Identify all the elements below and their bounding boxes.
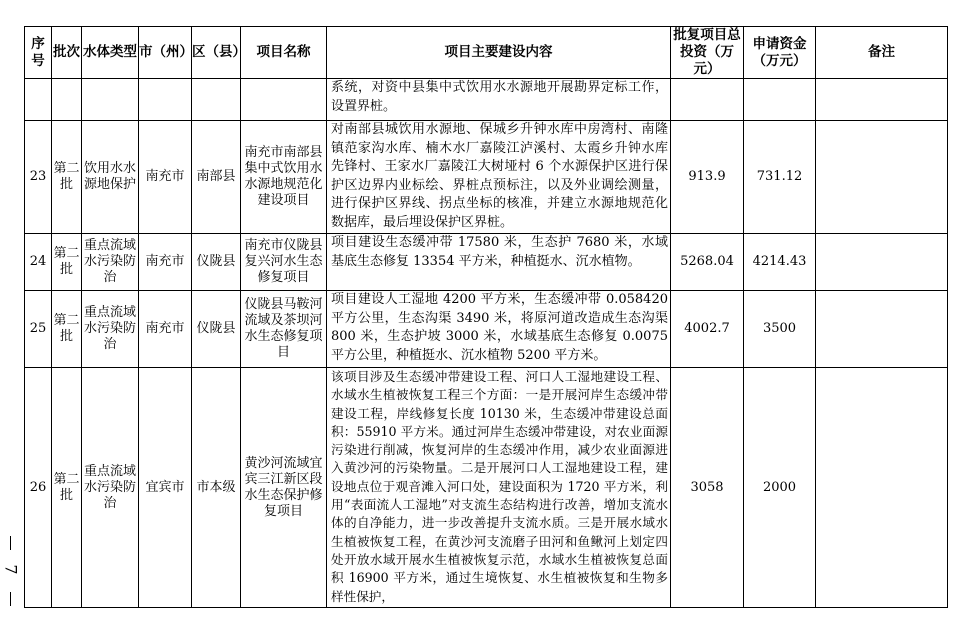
city-cell: 南充市 <box>139 234 192 291</box>
header-remarks: 备注 <box>816 27 948 79</box>
header-water-type: 水体类型 <box>82 27 139 79</box>
content-cell: 项目建设生态缓冲带 17580 米，生态护 7680 米，水域基底生态修复 13354 平方米，种植挺水、沉水植物。 <box>327 234 671 291</box>
remarks-cell <box>816 234 948 291</box>
remarks-cell <box>816 291 948 368</box>
batch-cell: 第二批 <box>52 234 82 291</box>
project-name-cell: 南充市南部县集中式饮用水水源地规范化建设项目 <box>241 121 327 234</box>
project-table <box>24 26 948 608</box>
batch-cell: 第二批 <box>52 121 82 234</box>
batch-cell: 第二批 <box>52 291 82 368</box>
header-county: 区（县） <box>192 27 241 79</box>
county-cell: 市本级 <box>192 368 241 608</box>
water-type-cell: 重点流域水污染防治 <box>82 234 139 291</box>
header-approved-investment: 批复项目总投资（万元） <box>671 27 744 79</box>
water-type-cell: 重点流域水污染防治 <box>82 291 139 368</box>
seq-cell: 24 <box>25 234 52 291</box>
project-name-cell: 黄沙河流域宜宾三江新区段水生态保护修复项目 <box>241 368 327 608</box>
seq-cell: 23 <box>25 121 52 234</box>
page-number <box>2 536 20 606</box>
content-cell: 系统，对资中县集中式饮用水水源地开展勘界定标工作，设置界桩。 <box>327 79 671 121</box>
page-number-dash-top <box>10 536 11 550</box>
water-type-cell: 饮用水水源地保护 <box>82 121 139 234</box>
page-number-dash-bottom <box>10 592 11 606</box>
table-row <box>25 291 948 368</box>
seq-cell: 26 <box>25 368 52 608</box>
seq-cell: 25 <box>25 291 52 368</box>
table-row <box>25 368 948 608</box>
table-row-continuation <box>25 79 948 121</box>
approved-investment-cell: 913.9 <box>671 121 744 234</box>
remarks-cell <box>816 368 948 608</box>
project-name-cell: 仪陇县马鞍河流域及茶坝河水生态修复项目 <box>241 291 327 368</box>
header-project-name: 项目名称 <box>241 27 327 79</box>
header-city: 市（州） <box>139 27 192 79</box>
city-cell: 南充市 <box>139 121 192 234</box>
header-batch: 批次 <box>52 27 82 79</box>
header-row <box>25 27 948 79</box>
content-cell: 对南部县城饮用水源地、保城乡升钟水库中房湾村、南隆镇范家沟水库、楠木水厂嘉陵江泸溪村、太霞乡升钟水库先锋村、王家水厂嘉陵江大树垭村 6 个水源保护区进行保护区边界内业标绘、界桩点预标注，以及外业调绘测量，进行保护区界线、拐点坐标的核准，并建立水源地规范化数据库，最后埋设保护区界桩。 <box>327 121 671 234</box>
city-cell: 南充市 <box>139 291 192 368</box>
county-cell: 南部县 <box>192 121 241 234</box>
approved-investment-cell: 3058 <box>671 368 744 608</box>
batch-cell: 第二批 <box>52 368 82 608</box>
water-type-cell: 重点流域水污染防治 <box>82 368 139 608</box>
requested-funds-cell: 3500 <box>744 291 816 368</box>
approved-investment-cell: 4002.7 <box>671 291 744 368</box>
county-cell: 仪陇县 <box>192 291 241 368</box>
header-content: 项目主要建设内容 <box>327 27 671 79</box>
table-row <box>25 121 948 234</box>
project-name-cell: 南充市仪陇县复兴河水生态修复项目 <box>241 234 327 291</box>
content-cell: 项目建设人工湿地 4200 平方米，生态缓冲带 0.058420 平方公里，生态沟渠 3490 米，将原河道改造成生态沟渠 800 米，生态护坡 3000 米，水域基底生态修复 0.0075 平方公里，种植挺水、沉水植物 5200 平方米。 <box>327 291 671 368</box>
remarks-cell <box>816 121 948 234</box>
approved-investment-cell: 5268.04 <box>671 234 744 291</box>
content-cell: 该项目涉及生态缓冲带建设工程、河口人工湿地建设工程、水域水生植被恢复工程三个方面：一是开展河岸生态缓冲带建设工程，岸线修复长度 10130 米，生态缓冲带建设总面积：55910 平方米。通过河岸生态缓冲带建设，对农业面源污染进行削减，恢复河岸的生态缓冲作用，减少农业面源进入黄沙河的污染物量。二是开展河口人工湿地建设工程，建设地点位于观音滩入河口处，建设面积为 1720 平方米，利用“表面流人工湿地”对支流生态结构进行改善，增加支流水体的自净能力，进一步改善提升支流水质。三是开展水域水生植被恢复工程，在黄沙河支流磨子田河和鱼鳅河上划定四处开放水域开展水生植被恢复示范，水域水生植被恢复总面积 16900 平方米，通过生境恢复、水生植被恢复和生物多样性保护， <box>327 368 671 608</box>
requested-funds-cell: 2000 <box>744 368 816 608</box>
header-requested-funds: 申请资金（万元） <box>744 27 816 79</box>
requested-funds-cell: 4214.43 <box>744 234 816 291</box>
county-cell: 仪陇县 <box>192 234 241 291</box>
page-number-text: 7 <box>1 564 21 575</box>
header-seq: 序号 <box>25 27 52 79</box>
city-cell: 宜宾市 <box>139 368 192 608</box>
requested-funds-cell: 731.12 <box>744 121 816 234</box>
table-row <box>25 234 948 291</box>
